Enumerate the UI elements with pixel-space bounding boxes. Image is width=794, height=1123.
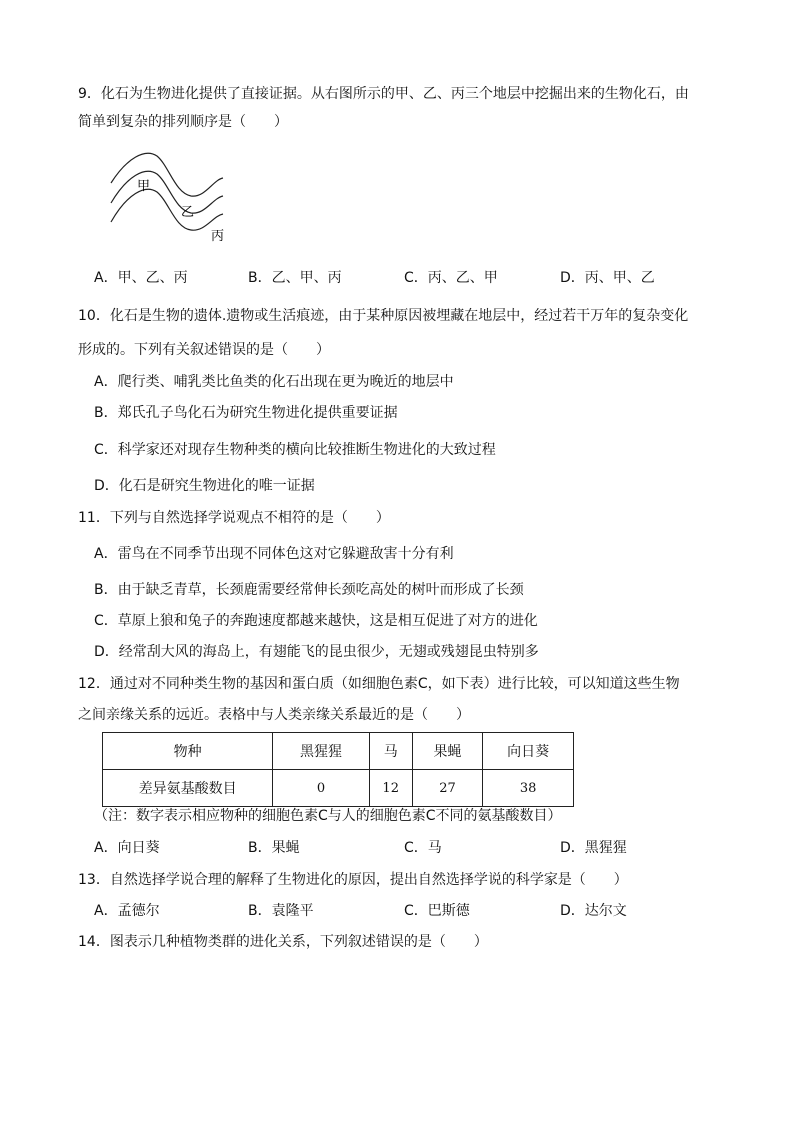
q13-option-c[interactable]: C．巴斯德: [404, 903, 470, 919]
table-cell: 27: [412, 770, 483, 807]
q13-option-d[interactable]: D．达尔文: [560, 903, 627, 919]
q9-option-c[interactable]: C．丙、乙、甲: [404, 270, 498, 286]
table-cell: 38: [483, 770, 574, 807]
table-header-cell: 向日葵: [483, 733, 574, 770]
q9-stem-line2: 简单到复杂的排列顺序是（ ）: [78, 114, 288, 130]
table-cell: 0: [273, 770, 370, 807]
q12-option-a[interactable]: A．向日葵: [94, 840, 160, 856]
q13-stem: 13．自然选择学说合理的解释了生物进化的原因，提出自然选择学说的科学家是（ ）: [78, 872, 628, 888]
table-row: [103, 770, 574, 807]
q10-option-a[interactable]: A．爬行类、哺乳类比鱼类的化石出现在更为晚近的地层中: [94, 374, 454, 390]
table-cell: 12: [369, 770, 412, 807]
q11-stem: 11．下列与自然选择学说观点不相符的是（ ）: [78, 510, 390, 526]
q11-option-a[interactable]: A．雷鸟在不同季节出现不同体色这对它躲避敌害十分有利: [94, 546, 454, 562]
table-header-cell: 物种: [103, 733, 273, 770]
table-cell: 差异氨基酸数目: [103, 770, 273, 807]
q14-stem: 14．图表示几种植物类群的进化关系，下列叙述错误的是（ ）: [78, 934, 488, 950]
q11-option-d[interactable]: D．经常刮大风的海岛上，有翅能飞的昆虫很少，无翅或残翅昆虫特别多: [94, 644, 539, 660]
q11-option-b[interactable]: B．由于缺乏青草，长颈鹿需要经常伸长颈吃高处的树叶而形成了长颈: [94, 582, 524, 598]
q12-option-b[interactable]: B．果蝇: [248, 840, 300, 856]
q12-option-c[interactable]: C．马: [404, 840, 442, 856]
stratum-label-bing: 丙: [211, 229, 225, 244]
q13-option-b[interactable]: B．袁隆平: [248, 903, 314, 919]
q11-option-c[interactable]: C．草原上狼和兔子的奔跑速度都越来越快，这是相互促进了对方的进化: [94, 613, 538, 629]
table-header-cell: 果蝇: [412, 733, 483, 770]
cytochrome-c-table: [102, 732, 574, 807]
q10-stem-line2: 形成的。下列有关叙述错误的是（ ）: [78, 342, 330, 358]
table-header-cell: 马: [369, 733, 412, 770]
q10-option-d[interactable]: D．化石是研究生物进化的唯一证据: [94, 478, 315, 494]
table-header-cell: 黑猩猩: [273, 733, 370, 770]
q10-stem-line1: 10．化石是生物的遗体.遗物或生活痕迹，由于某种原因被埋藏在地层中，经过若干万年的复杂变化: [78, 308, 689, 324]
q9-option-b[interactable]: B．乙、甲、丙: [248, 270, 342, 286]
stratum-label-jia: 甲: [137, 179, 151, 194]
q9-stem-line1: 9．化石为生物进化提供了直接证据。从右图所示的甲、乙、丙三个地层中挖掘出来的生物化石，由: [78, 86, 689, 102]
stratum-label-yi: 乙: [181, 205, 195, 220]
q12-stem-line1: 12．通过对不同种类生物的基因和蛋白质（如细胞色素C，如下表）进行比较，可以知道这些生物: [78, 676, 680, 692]
q13-option-a[interactable]: A．孟德尔: [94, 903, 160, 919]
q9-option-d[interactable]: D．丙、甲、乙: [560, 270, 655, 286]
q12-stem-line2: 之间亲缘关系的远近。表格中与人类亲缘关系最近的是（ ）: [78, 707, 470, 723]
q10-option-b[interactable]: B．郑氏孔子鸟化石为研究生物进化提供重要证据: [94, 405, 398, 421]
q12-note: （注：数字表示相应物种的细胞色素C与人的细胞色素C不同的氨基酸数目）: [94, 808, 562, 824]
q10-option-c[interactable]: C．科学家还对现存生物种类的横向比较推断生物进化的大致过程: [94, 442, 496, 458]
table-header-row: [103, 733, 574, 770]
strata-figure: [105, 148, 235, 248]
q9-option-a[interactable]: A．甲、乙、丙: [94, 270, 188, 286]
q12-option-d[interactable]: D．黑猩猩: [560, 840, 627, 856]
